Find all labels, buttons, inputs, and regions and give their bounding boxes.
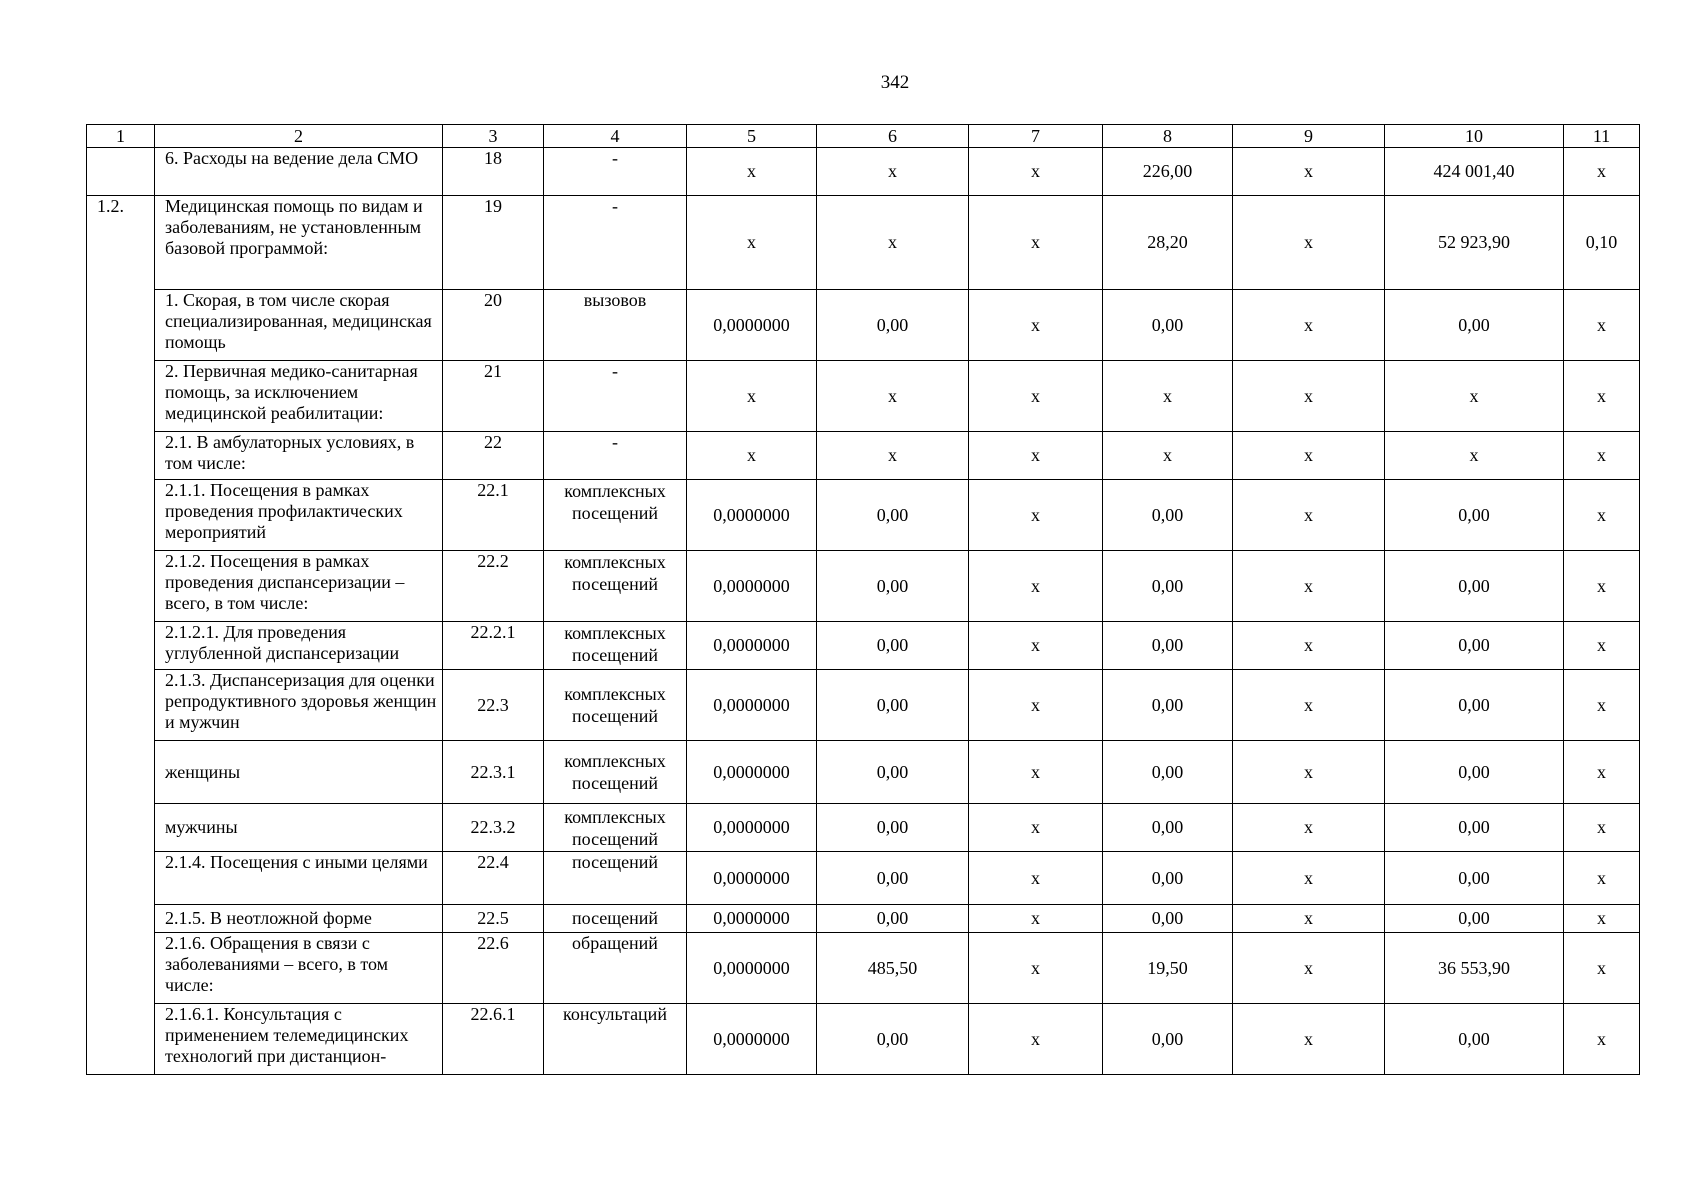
row-cell: x bbox=[969, 432, 1103, 480]
row-unit: - bbox=[544, 432, 687, 480]
table-row bbox=[87, 1004, 1640, 1075]
row-cell: x bbox=[1564, 852, 1640, 905]
row-cell: 0,00 bbox=[1103, 480, 1233, 551]
table-row bbox=[87, 804, 1640, 852]
table-row bbox=[87, 852, 1640, 905]
row-cell: x bbox=[1564, 670, 1640, 741]
table-row bbox=[87, 148, 1640, 196]
table-row bbox=[87, 432, 1640, 480]
row-cell: x bbox=[1233, 551, 1385, 622]
row-cell: 0,0000000 bbox=[687, 290, 817, 361]
row-section: 1.2. bbox=[87, 196, 155, 1075]
row-section bbox=[87, 148, 155, 196]
row-cell: x bbox=[969, 148, 1103, 196]
row-cell: 0,0000000 bbox=[687, 804, 817, 852]
row-cell: 36 553,90 bbox=[1385, 933, 1564, 1004]
row-cell: x bbox=[1564, 905, 1640, 933]
row-code: 20 bbox=[443, 290, 544, 361]
row-cell: x bbox=[969, 480, 1103, 551]
row-cell: x bbox=[1233, 933, 1385, 1004]
row-cell: x bbox=[969, 852, 1103, 905]
row-unit: комплексных посещений bbox=[544, 804, 687, 852]
row-code: 22.2.1 bbox=[443, 622, 544, 670]
row-cell: x bbox=[969, 290, 1103, 361]
row-unit: - bbox=[544, 196, 687, 290]
row-code: 21 bbox=[443, 361, 544, 432]
row-cell: 0,0000000 bbox=[687, 551, 817, 622]
row-cell: 19,50 bbox=[1103, 933, 1233, 1004]
row-cell: 0,00 bbox=[1385, 622, 1564, 670]
row-code: 22.2 bbox=[443, 551, 544, 622]
table-row bbox=[87, 670, 1640, 741]
row-unit: комплексных посещений bbox=[544, 622, 687, 670]
row-unit: - bbox=[544, 148, 687, 196]
row-cell: 0,00 bbox=[817, 480, 969, 551]
row-cell: 0,0000000 bbox=[687, 933, 817, 1004]
row-cell: x bbox=[1233, 196, 1385, 290]
row-name: 2.1.6. Обращения в связи с заболеваниями – всего, в том числе: bbox=[155, 933, 443, 1004]
row-name: Медицинская помощь по видам и заболеваниям, не установленным базовой программой: bbox=[155, 196, 443, 290]
row-cell: 0,00 bbox=[1103, 804, 1233, 852]
row-code: 22.6 bbox=[443, 933, 544, 1004]
row-cell: 52 923,90 bbox=[1385, 196, 1564, 290]
column-header: 1 bbox=[87, 125, 155, 148]
row-cell: 0,00 bbox=[1385, 670, 1564, 741]
row-cell: 28,20 bbox=[1103, 196, 1233, 290]
column-header: 10 bbox=[1385, 125, 1564, 148]
row-cell: x bbox=[1564, 1004, 1640, 1075]
row-name: 2.1.5. В неотложной форме bbox=[155, 905, 443, 933]
row-cell: 0,00 bbox=[1103, 551, 1233, 622]
row-cell: 226,00 bbox=[1103, 148, 1233, 196]
row-cell: x bbox=[687, 196, 817, 290]
row-code: 18 bbox=[443, 148, 544, 196]
row-cell: 485,50 bbox=[817, 933, 969, 1004]
row-cell: 0,0000000 bbox=[687, 852, 817, 905]
row-cell: 0,00 bbox=[1385, 290, 1564, 361]
table-row bbox=[87, 551, 1640, 622]
column-header: 9 bbox=[1233, 125, 1385, 148]
table-row bbox=[87, 361, 1640, 432]
row-cell: 0,00 bbox=[1385, 480, 1564, 551]
row-cell: 0,00 bbox=[817, 804, 969, 852]
row-cell: x bbox=[1564, 622, 1640, 670]
row-cell: 0,00 bbox=[817, 905, 969, 933]
row-cell: x bbox=[1564, 361, 1640, 432]
row-cell: x bbox=[1233, 480, 1385, 551]
row-cell: x bbox=[969, 741, 1103, 804]
row-cell: x bbox=[1564, 741, 1640, 804]
table-row bbox=[87, 905, 1640, 933]
table-row bbox=[87, 622, 1640, 670]
row-cell: 0,00 bbox=[1103, 741, 1233, 804]
row-code: 19 bbox=[443, 196, 544, 290]
row-unit: консультаций bbox=[544, 1004, 687, 1075]
row-unit: посещений bbox=[544, 905, 687, 933]
row-unit: комплексных посещений bbox=[544, 480, 687, 551]
column-header: 3 bbox=[443, 125, 544, 148]
row-cell: x bbox=[1564, 480, 1640, 551]
row-cell: 0,10 bbox=[1564, 196, 1640, 290]
row-cell: x bbox=[1564, 551, 1640, 622]
page-number: 342 bbox=[880, 72, 910, 93]
row-cell: x bbox=[1233, 852, 1385, 905]
row-code: 22.1 bbox=[443, 480, 544, 551]
row-cell: 0,00 bbox=[817, 551, 969, 622]
row-name: 1. Скорая, в том числе скорая специализированная, медицинская помощь bbox=[155, 290, 443, 361]
row-cell: 0,0000000 bbox=[687, 480, 817, 551]
column-header: 5 bbox=[687, 125, 817, 148]
row-name: 2.1. В амбулаторных условиях, в том числе: bbox=[155, 432, 443, 480]
row-name: 2.1.6.1. Консультация с применением телемедицинских технологий при дистанцион- bbox=[155, 1004, 443, 1075]
row-cell: x bbox=[817, 361, 969, 432]
row-cell: 0,00 bbox=[1385, 804, 1564, 852]
row-unit: - bbox=[544, 361, 687, 432]
row-cell: x bbox=[969, 551, 1103, 622]
row-cell: 0,00 bbox=[1103, 905, 1233, 933]
row-cell: x bbox=[817, 148, 969, 196]
row-code: 22.3.1 bbox=[443, 741, 544, 804]
row-cell: 0,00 bbox=[817, 622, 969, 670]
row-name: 2.1.1. Посещения в рамках проведения профилактических мероприятий bbox=[155, 480, 443, 551]
row-code: 22.3 bbox=[443, 670, 544, 741]
column-header: 8 bbox=[1103, 125, 1233, 148]
row-cell: x bbox=[969, 905, 1103, 933]
row-name: мужчины bbox=[155, 804, 443, 852]
table-row bbox=[87, 741, 1640, 804]
row-unit: комплексных посещений bbox=[544, 551, 687, 622]
row-cell: x bbox=[1233, 361, 1385, 432]
table-row bbox=[87, 290, 1640, 361]
row-unit: комплексных посещений bbox=[544, 670, 687, 741]
column-header: 7 bbox=[969, 125, 1103, 148]
row-cell: 0,00 bbox=[1103, 622, 1233, 670]
row-name: 2.1.2.1. Для проведения углубленной диспансеризации bbox=[155, 622, 443, 670]
row-cell: 0,00 bbox=[817, 290, 969, 361]
row-cell: x bbox=[817, 432, 969, 480]
row-name: 6. Расходы на ведение дела СМО bbox=[155, 148, 443, 196]
row-name: женщины bbox=[155, 741, 443, 804]
table-row bbox=[87, 196, 1640, 290]
row-cell: 0,00 bbox=[1103, 290, 1233, 361]
row-cell: x bbox=[1233, 148, 1385, 196]
row-cell: 0,0000000 bbox=[687, 1004, 817, 1075]
row-cell: x bbox=[687, 432, 817, 480]
row-code: 22.4 bbox=[443, 852, 544, 905]
row-cell: x bbox=[969, 933, 1103, 1004]
row-cell: x bbox=[969, 196, 1103, 290]
row-cell: 0,0000000 bbox=[687, 905, 817, 933]
row-code: 22.6.1 bbox=[443, 1004, 544, 1075]
row-cell: 0,00 bbox=[1103, 670, 1233, 741]
row-code: 22.3.2 bbox=[443, 804, 544, 852]
row-cell: 0,00 bbox=[1103, 852, 1233, 905]
row-cell: 0,00 bbox=[1385, 1004, 1564, 1075]
row-unit: вызовов bbox=[544, 290, 687, 361]
row-cell: x bbox=[1564, 804, 1640, 852]
row-cell: x bbox=[969, 1004, 1103, 1075]
row-cell: 0,00 bbox=[817, 741, 969, 804]
row-cell: x bbox=[1385, 361, 1564, 432]
row-code: 22 bbox=[443, 432, 544, 480]
row-cell: x bbox=[1233, 905, 1385, 933]
row-name: 2.1.3. Диспансеризация для оценки репродуктивного здоровья женщин и мужчин bbox=[155, 670, 443, 741]
row-unit: комплексных посещений bbox=[544, 741, 687, 804]
row-cell: x bbox=[1103, 361, 1233, 432]
row-cell: 424 001,40 bbox=[1385, 148, 1564, 196]
row-cell: x bbox=[1564, 432, 1640, 480]
row-cell: x bbox=[969, 804, 1103, 852]
row-cell: x bbox=[687, 148, 817, 196]
row-cell: x bbox=[969, 622, 1103, 670]
row-unit: посещений bbox=[544, 852, 687, 905]
row-cell: 0,00 bbox=[817, 670, 969, 741]
row-cell: x bbox=[1233, 432, 1385, 480]
column-header: 2 bbox=[155, 125, 443, 148]
row-cell: x bbox=[1564, 148, 1640, 196]
row-cell: x bbox=[1564, 290, 1640, 361]
table-row bbox=[87, 933, 1640, 1004]
column-header: 11 bbox=[1564, 125, 1640, 148]
column-header: 4 bbox=[544, 125, 687, 148]
row-cell: x bbox=[1233, 622, 1385, 670]
row-name: 2.1.2. Посещения в рамках проведения диспансеризации – всего, в том числе: bbox=[155, 551, 443, 622]
row-cell: x bbox=[1233, 804, 1385, 852]
row-cell: 0,00 bbox=[817, 852, 969, 905]
row-cell: 0,00 bbox=[1385, 551, 1564, 622]
row-name: 2. Первичная медико-санитарная помощь, за исключением медицинской реабилитации: bbox=[155, 361, 443, 432]
header-row bbox=[87, 125, 1640, 148]
row-cell: x bbox=[687, 361, 817, 432]
row-cell: x bbox=[1564, 933, 1640, 1004]
row-cell: x bbox=[1233, 1004, 1385, 1075]
row-cell: 0,00 bbox=[817, 1004, 969, 1075]
row-cell: 0,00 bbox=[1385, 852, 1564, 905]
table-row bbox=[87, 480, 1640, 551]
row-cell: 0,0000000 bbox=[687, 622, 817, 670]
row-cell: 0,00 bbox=[1103, 1004, 1233, 1075]
data-table bbox=[86, 124, 1640, 1075]
row-cell: 0,0000000 bbox=[687, 670, 817, 741]
row-cell: 0,0000000 bbox=[687, 741, 817, 804]
row-cell: 0,00 bbox=[1385, 905, 1564, 933]
row-cell: 0,00 bbox=[1385, 741, 1564, 804]
row-cell: x bbox=[969, 361, 1103, 432]
row-cell: x bbox=[1385, 432, 1564, 480]
row-cell: x bbox=[1233, 741, 1385, 804]
row-unit: обращений bbox=[544, 933, 687, 1004]
row-code: 22.5 bbox=[443, 905, 544, 933]
row-cell: x bbox=[969, 670, 1103, 741]
row-cell: x bbox=[1233, 670, 1385, 741]
row-name: 2.1.4. Посещения с иными целями bbox=[155, 852, 443, 905]
row-cell: x bbox=[1233, 290, 1385, 361]
column-header: 6 bbox=[817, 125, 969, 148]
row-cell: x bbox=[817, 196, 969, 290]
row-cell: x bbox=[1103, 432, 1233, 480]
